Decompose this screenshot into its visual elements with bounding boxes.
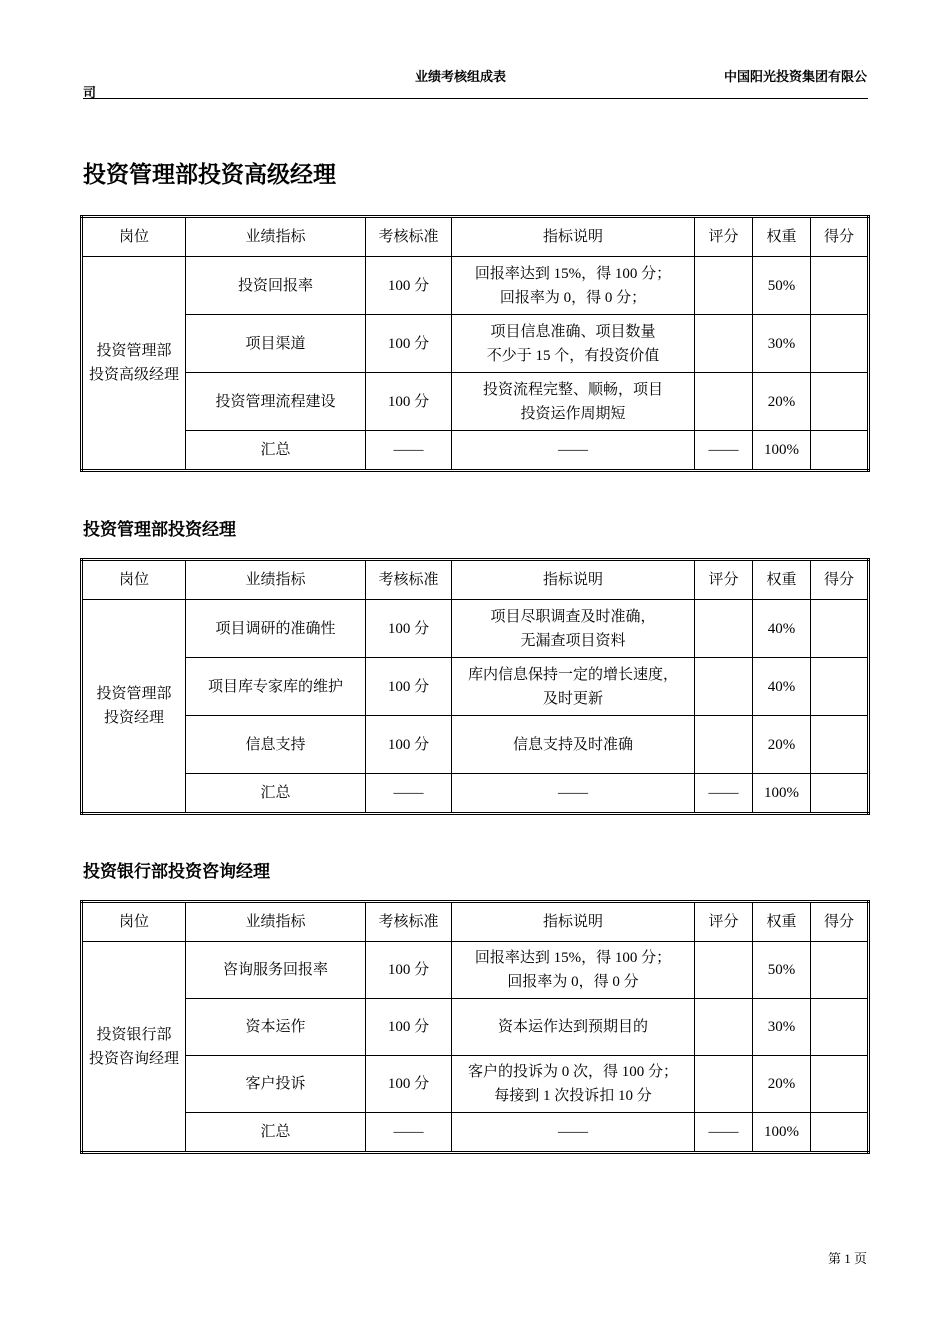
- position-cell: [82, 600, 186, 814]
- table-row: [82, 600, 869, 658]
- standard-cell: 100 分: [366, 999, 452, 1056]
- column-header: 考核标准: [366, 217, 452, 257]
- description-cell: [452, 373, 695, 431]
- description-cell: [452, 716, 695, 774]
- column-header: 权重: [753, 217, 811, 257]
- summary-label: 汇总: [186, 1113, 366, 1153]
- summary-description: ——: [452, 1113, 695, 1153]
- description-line2: 无漏查项目资料: [520, 632, 626, 649]
- column-header: 得分: [811, 902, 869, 942]
- assessment-table: [80, 558, 870, 815]
- position-line2: 投资高级经理: [88, 367, 179, 383]
- column-header: 业绩指标: [186, 902, 366, 942]
- description-cell: [452, 1056, 695, 1113]
- summary-standard: ——: [366, 431, 452, 471]
- standard-cell: 100 分: [366, 257, 452, 315]
- indicator-cell: 项目库专家库的维护: [186, 658, 366, 716]
- weight-cell: 20%: [753, 1056, 811, 1113]
- assessment-table: [80, 215, 870, 472]
- position-line2: 投资经理: [103, 710, 164, 726]
- summary-row: [82, 1113, 869, 1153]
- result-cell: [811, 658, 869, 716]
- column-header: 评分: [695, 560, 753, 600]
- summary-description: ——: [452, 774, 695, 814]
- summary-weight: 100%: [753, 431, 811, 471]
- score-cell: [695, 315, 753, 373]
- doc-title: 业绩考核组成表: [415, 69, 507, 84]
- summary-label: 汇总: [186, 774, 366, 814]
- indicator-cell: 项目渠道: [186, 315, 366, 373]
- column-header: 指标说明: [452, 560, 695, 600]
- column-header: 权重: [753, 902, 811, 942]
- summary-standard: ——: [366, 774, 452, 814]
- column-header: 业绩指标: [186, 217, 366, 257]
- standard-cell: 100 分: [366, 373, 452, 431]
- result-cell: [811, 257, 869, 315]
- table-header-row: [82, 217, 869, 257]
- weight-cell: 40%: [753, 658, 811, 716]
- summary-label: 汇总: [186, 431, 366, 471]
- indicator-cell: 投资回报率: [186, 257, 366, 315]
- summary-result: [811, 774, 869, 814]
- position-line2: 投资咨询经理: [88, 1050, 179, 1067]
- standard-cell: 100 分: [366, 315, 452, 373]
- section-title: 投资银行部投资咨询经理: [83, 862, 270, 882]
- description-line2: 回报率为 0，得 0 分；: [499, 289, 647, 306]
- weight-cell: 50%: [753, 257, 811, 315]
- column-header: 权重: [753, 560, 811, 600]
- standard-cell: 100 分: [366, 942, 452, 999]
- summary-row: [82, 774, 869, 814]
- summary-result: [811, 431, 869, 471]
- summary-score: ——: [695, 431, 753, 471]
- description-line2: 及时更新: [542, 690, 603, 707]
- company-name-wrap: 司: [83, 85, 97, 100]
- table-row: [82, 373, 869, 431]
- summary-weight: 100%: [753, 1113, 811, 1153]
- table-row: [82, 658, 869, 716]
- description-line1: 回报率达到 15%，得 100 分；: [474, 950, 672, 966]
- description-cell: [452, 257, 695, 315]
- column-header: 指标说明: [452, 902, 695, 942]
- table-row: [82, 942, 869, 999]
- table-row: [82, 257, 869, 315]
- section-title: 投资管理部投资经理: [83, 520, 236, 540]
- column-header: 考核标准: [366, 560, 452, 600]
- standard-cell: 100 分: [366, 658, 452, 716]
- header-rule: [83, 98, 868, 99]
- summary-standard: ——: [366, 1113, 452, 1153]
- description-line1: 信息支持及时准确: [512, 736, 633, 753]
- assessment-table: [80, 900, 870, 1154]
- column-header: 评分: [695, 902, 753, 942]
- column-header: 岗位: [82, 560, 186, 600]
- column-header: 岗位: [82, 902, 186, 942]
- result-cell: [811, 373, 869, 431]
- description-cell: [452, 658, 695, 716]
- table-row: [82, 999, 869, 1056]
- column-header: 得分: [811, 560, 869, 600]
- result-cell: [811, 942, 869, 999]
- summary-row: [82, 431, 869, 471]
- table-row: [82, 1056, 869, 1113]
- weight-cell: 50%: [753, 942, 811, 999]
- description-cell: [452, 600, 695, 658]
- position-line1: 投资银行部: [96, 1026, 172, 1043]
- indicator-cell: 信息支持: [186, 716, 366, 774]
- description-line2: 投资运作周期短: [520, 405, 626, 422]
- result-cell: [811, 1056, 869, 1113]
- table-header-row: [82, 902, 869, 942]
- summary-result: [811, 1113, 869, 1153]
- score-cell: [695, 999, 753, 1056]
- description-line1: 资本运作达到预期目的: [497, 1019, 648, 1035]
- section-title: 投资管理部投资高级经理: [83, 162, 336, 188]
- description-cell: [452, 999, 695, 1056]
- score-cell: [695, 257, 753, 315]
- column-header: 得分: [811, 217, 869, 257]
- score-cell: [695, 1056, 753, 1113]
- indicator-cell: 资本运作: [186, 999, 366, 1056]
- description-line2: 不少于 15 个，有投资价值: [486, 347, 660, 364]
- column-header: 业绩指标: [186, 560, 366, 600]
- weight-cell: 30%: [753, 999, 811, 1056]
- page-number: 第 1 页: [827, 1251, 867, 1266]
- summary-weight: 100%: [753, 774, 811, 814]
- table-row: [82, 315, 869, 373]
- column-header: 岗位: [82, 217, 186, 257]
- description-cell: [452, 942, 695, 999]
- weight-cell: 20%: [753, 373, 811, 431]
- description-line2: 每接到 1 次投诉扣 10 分: [494, 1088, 652, 1104]
- weight-cell: 30%: [753, 315, 811, 373]
- description-line1: 投资流程完整、顺畅，项目: [482, 381, 663, 398]
- result-cell: [811, 999, 869, 1056]
- column-header: 考核标准: [366, 902, 452, 942]
- indicator-cell: 项目调研的准确性: [186, 600, 366, 658]
- score-cell: [695, 600, 753, 658]
- summary-description: ——: [452, 431, 695, 471]
- indicator-cell: 咨询服务回报率: [186, 942, 366, 999]
- indicator-cell: 投资管理流程建设: [186, 373, 366, 431]
- standard-cell: 100 分: [366, 716, 452, 774]
- description-line1: 项目尽职调查及时准确，: [490, 608, 656, 625]
- description-line2: 回报率为 0，得 0 分: [507, 974, 639, 990]
- table-row: [82, 716, 869, 774]
- indicator-cell: 客户投诉: [186, 1056, 366, 1113]
- column-header: 评分: [695, 217, 753, 257]
- description-line1: 项目信息准确、项目数量: [490, 323, 656, 340]
- result-cell: [811, 716, 869, 774]
- column-header: 指标说明: [452, 217, 695, 257]
- table-header-row: [82, 560, 869, 600]
- score-cell: [695, 373, 753, 431]
- description-line1: 回报率达到 15%，得 100 分；: [474, 265, 672, 282]
- score-cell: [695, 716, 753, 774]
- summary-score: ——: [695, 774, 753, 814]
- score-cell: [695, 658, 753, 716]
- description-cell: [452, 315, 695, 373]
- position-line1: 投资管理部: [96, 686, 172, 702]
- standard-cell: 100 分: [366, 1056, 452, 1113]
- result-cell: [811, 315, 869, 373]
- position-line1: 投资管理部: [96, 343, 172, 359]
- position-cell: [82, 942, 186, 1153]
- position-cell: [82, 257, 186, 471]
- description-line1: 库内信息保持一定的增长速度，: [467, 666, 678, 683]
- standard-cell: 100 分: [366, 600, 452, 658]
- weight-cell: 20%: [753, 716, 811, 774]
- summary-score: ——: [695, 1113, 753, 1153]
- description-line1: 客户的投诉为 0 次，得 100 分；: [467, 1064, 678, 1080]
- score-cell: [695, 942, 753, 999]
- company-name: 中国阳光投资集团有限公: [723, 69, 867, 84]
- result-cell: [811, 600, 869, 658]
- weight-cell: 40%: [753, 600, 811, 658]
